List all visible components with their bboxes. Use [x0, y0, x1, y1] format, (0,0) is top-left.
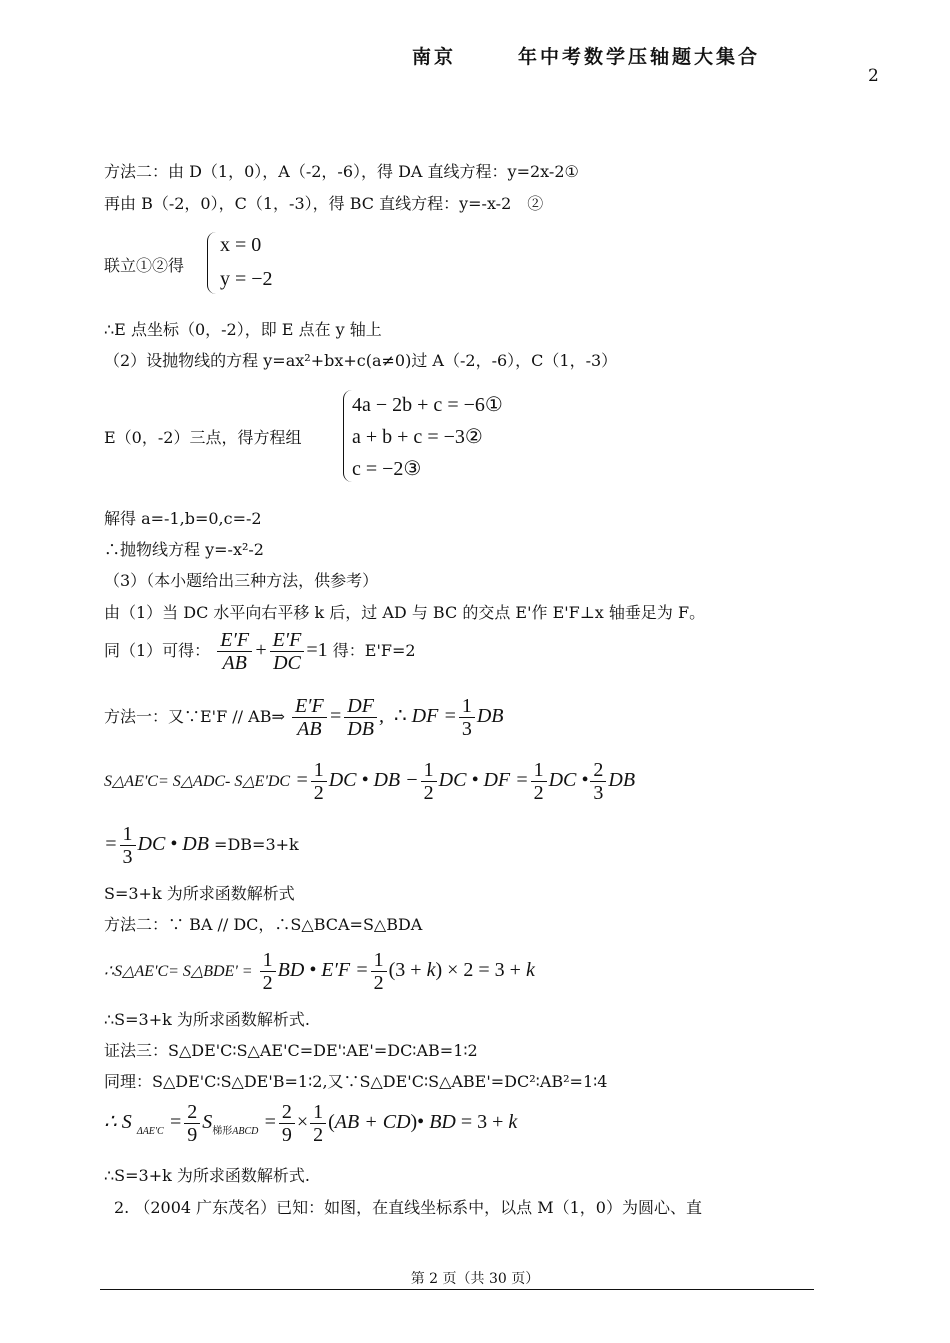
header-title-left: 南京: [412, 46, 457, 68]
line-parabola-result: ∴抛物线方程 y=-x²-2: [104, 540, 264, 559]
line-simultaneous-label: 联立①②得: [104, 256, 185, 275]
line-conclusion-1: S=3+k 为所求函数解析式: [104, 884, 295, 903]
line-system2-label: E（0，-2）三点，得方程组: [104, 428, 302, 447]
page-header-title: [412, 42, 760, 69]
footer-rule: [100, 1289, 814, 1290]
line-ratio-sum: 同（1）可得： $\frac{E'F}{AB}$ + $\frac{E'F}{DC}$ =1 得：E'F=2: [104, 628, 416, 674]
area-result-value: =DB=3+k: [214, 835, 299, 854]
line-method2-area: ∴S△AE'C= S△BDE' = $\frac{1}{2}$ BD • E′F = $\frac{1}{2}$ (3 + k) × 2 = 3 + k: [104, 948, 535, 994]
line-method2-parallel: 方法二：∵ BA // DC，∴S△BCA=S△BDA: [104, 915, 423, 934]
method2-area-lhs: ∴S△AE'C= S△BDE' =: [104, 963, 253, 980]
system2-eq2: a + b + c = −3②: [352, 426, 483, 448]
ratio-sum-prefix: 同（1）可得：: [104, 641, 211, 660]
line-method1: 方法一：又∵E'F // AB⇒ $\frac{E'F}{AB}$ = $\frac{DF}{DB}$ , ∴ DF = $\frac{1}{3}$ DB: [104, 694, 504, 740]
line-method3-area: ∴ S $_{\Delta AE'C}$ = $\frac{2}{9}$ $S_{梯形ABCD}$ = $\frac{2}{9}$ × $\frac{1}{2}$ (AB + CD)• BD = 3 + k: [104, 1100, 518, 1146]
line-part3-intro: （3）（本小题给出三种方法，供参考）: [104, 571, 379, 590]
line-point-e: ∴E 点坐标（0，-2），即 E 点在 y 轴上: [104, 320, 382, 339]
line-area-method1: S△AE'C= S△ADC- S△E'DC = $\frac{1}{2}$ DC • DB − $\frac{1}{2}$ DC • DF = $\frac{1}{2}$ DC • $\frac{2}{3}$ DB: [104, 758, 636, 804]
system1-eq2: y = −2: [220, 268, 273, 290]
ratio-sum-result: 得：E'F=2: [332, 641, 416, 660]
line-problem-2: 2. （2004 广东茂名）已知：如图，在直线坐标系中，以点 M（1，0）为圆心、直: [114, 1198, 702, 1217]
method1-prefix: 方法一：又∵E'F // AB⇒: [104, 707, 285, 726]
area-method1-lhs: S△AE'C= S△ADC- S△E'DC: [104, 773, 291, 790]
line-method2-da: 方法二：由 D（1，0），A（-2，-6），得 DA 直线方程：y=2x-2①: [104, 162, 579, 181]
line-solution: 解得 a=-1,b=0,c=-2: [104, 509, 262, 528]
system1-eq1: x = 0: [220, 234, 262, 256]
line-translation: 由（1）当 DC 水平向右平移 k 后，过 AD 与 BC 的交点 E'作 E'F⊥x 轴垂足为 F。: [104, 603, 706, 622]
line-method2-bc: 再由 B（-2，0），C（1，-3），得 BC 直线方程：y=-x-2 ②: [104, 194, 544, 213]
page-footer: 第 2 页（共 30 页）: [410, 1271, 540, 1287]
line-parabola-setup: （2）设抛物线的方程 y=ax²+bx+c(a≠0)过 A（-2，-6），C（1，-3）: [104, 351, 618, 370]
line-conclusion-2: ∴S=3+k 为所求函数解析式.: [104, 1010, 311, 1029]
system2-eq1: 4a − 2b + c = −6①: [352, 394, 503, 416]
line-method3-similar: 同理：S△DE'C∶S△DE'B=1∶2,又∵S△DE'C∶S△ABE'=DC²∶AB²=1∶4: [104, 1072, 608, 1091]
line-conclusion-3: ∴S=3+k 为所求函数解析式.: [104, 1166, 311, 1185]
header-page-number: 2: [868, 66, 879, 86]
line-area-result: = $\frac{1}{3}$ DC • DB =DB=3+k: [104, 822, 299, 868]
line-method3-ratio: 证法三：S△DE'C∶S△AE'C=DE'∶AE'=DC∶AB=1∶2: [104, 1041, 478, 1060]
header-title-right: 年中考数学压轴题大集合: [518, 46, 761, 68]
method3-area-lhs: ∴ S: [104, 1111, 132, 1133]
system2-eq3: c = −2③: [352, 458, 422, 480]
